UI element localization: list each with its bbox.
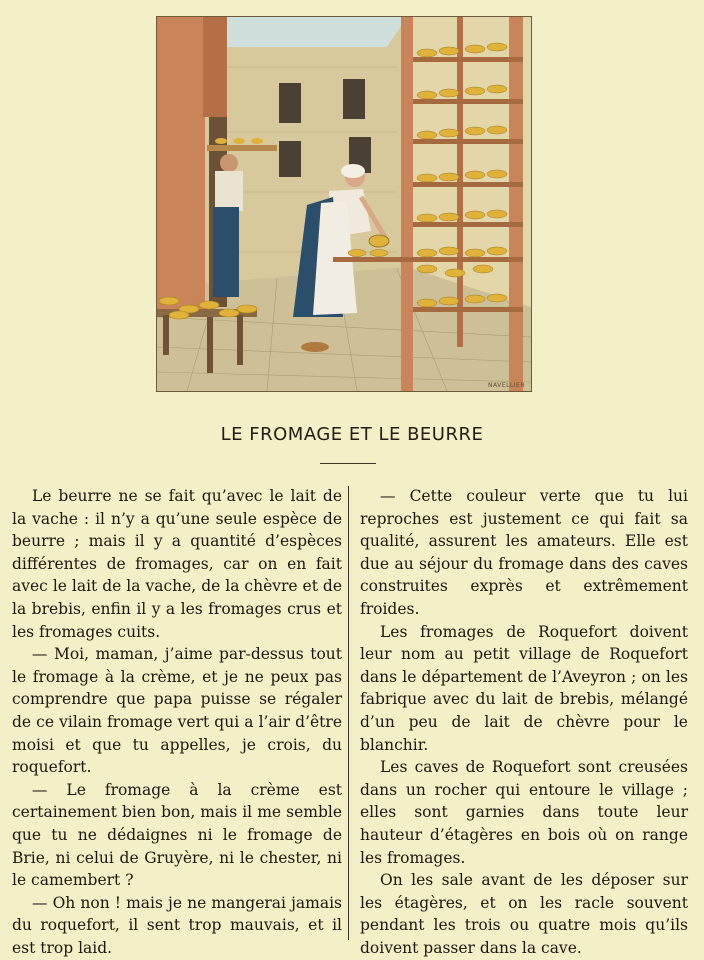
left-column <box>12 485 342 959</box>
cheese-cellar-illustration <box>156 16 532 392</box>
illustration-signature: NAVELLIER <box>487 382 525 389</box>
paragraph: — Le fromage à la crème est certainement bien bon, mais il me semble que tu ne dédaignes ni le fromage de Brie, ni celui de Gruyère, ni le chester, ni le camembert ? <box>12 780 342 890</box>
illustration-drawing <box>157 17 531 391</box>
paragraph: — Cette couleur verte que tu lui reproches est justement ce qui fait sa qualité, assurent les amateurs. Elle est due au séjour du fromage dans des caves construites exprès et extrêmement froides. <box>360 487 688 618</box>
paragraph: — Moi, maman, j’aime par-dessus tout le fromage à la crème, et je ne peux pas comprendre que papa puisse se régaler de ce vilain fromage vert qui a l’air d’être moisi et que tu appelles, je crois, du roquefort. <box>12 645 342 777</box>
paragraph: Les caves de Roquefort sont creusées dans un rocher qui entoure le village ; elles sont garnies dans toute leur hauteur d’étagères en bois où on range les fromages. <box>360 758 688 867</box>
paragraph: — Oh non ! mais je ne mangerai jamais du roquefort, il sent trop mauvais, et il est trop laid. <box>12 893 342 957</box>
article-title: LE FROMAGE ET LE BEURRE <box>220 424 484 445</box>
right-column <box>360 485 688 959</box>
paragraph: Les fromages de Roquefort doivent leur nom au petit village de Roquefort dans le département de l’Aveyron ; on les fabrique avec du lait de brebis, mélangé d’un peu de lait de chèvre pour le blanchir. <box>360 622 688 754</box>
paragraph: On les sale avant de les déposer sur les étagères, et on les racle souvent pendant les trois ou quatre mois qu’ils doivent passer dans la cave. <box>360 871 688 957</box>
title-divider <box>320 463 376 464</box>
paragraph: Le beurre ne se fait qu’avec le lait de la vache : il n’y a qu’une seule espèce de beurre ; mais il y a quantité d’espèces différentes de fromages, car on en fait avec le lait de la vache, de la chèvre et de la brebis, enfin il y a les fromages crus et les fromages cuits. <box>12 487 342 641</box>
column-divider <box>348 486 349 940</box>
